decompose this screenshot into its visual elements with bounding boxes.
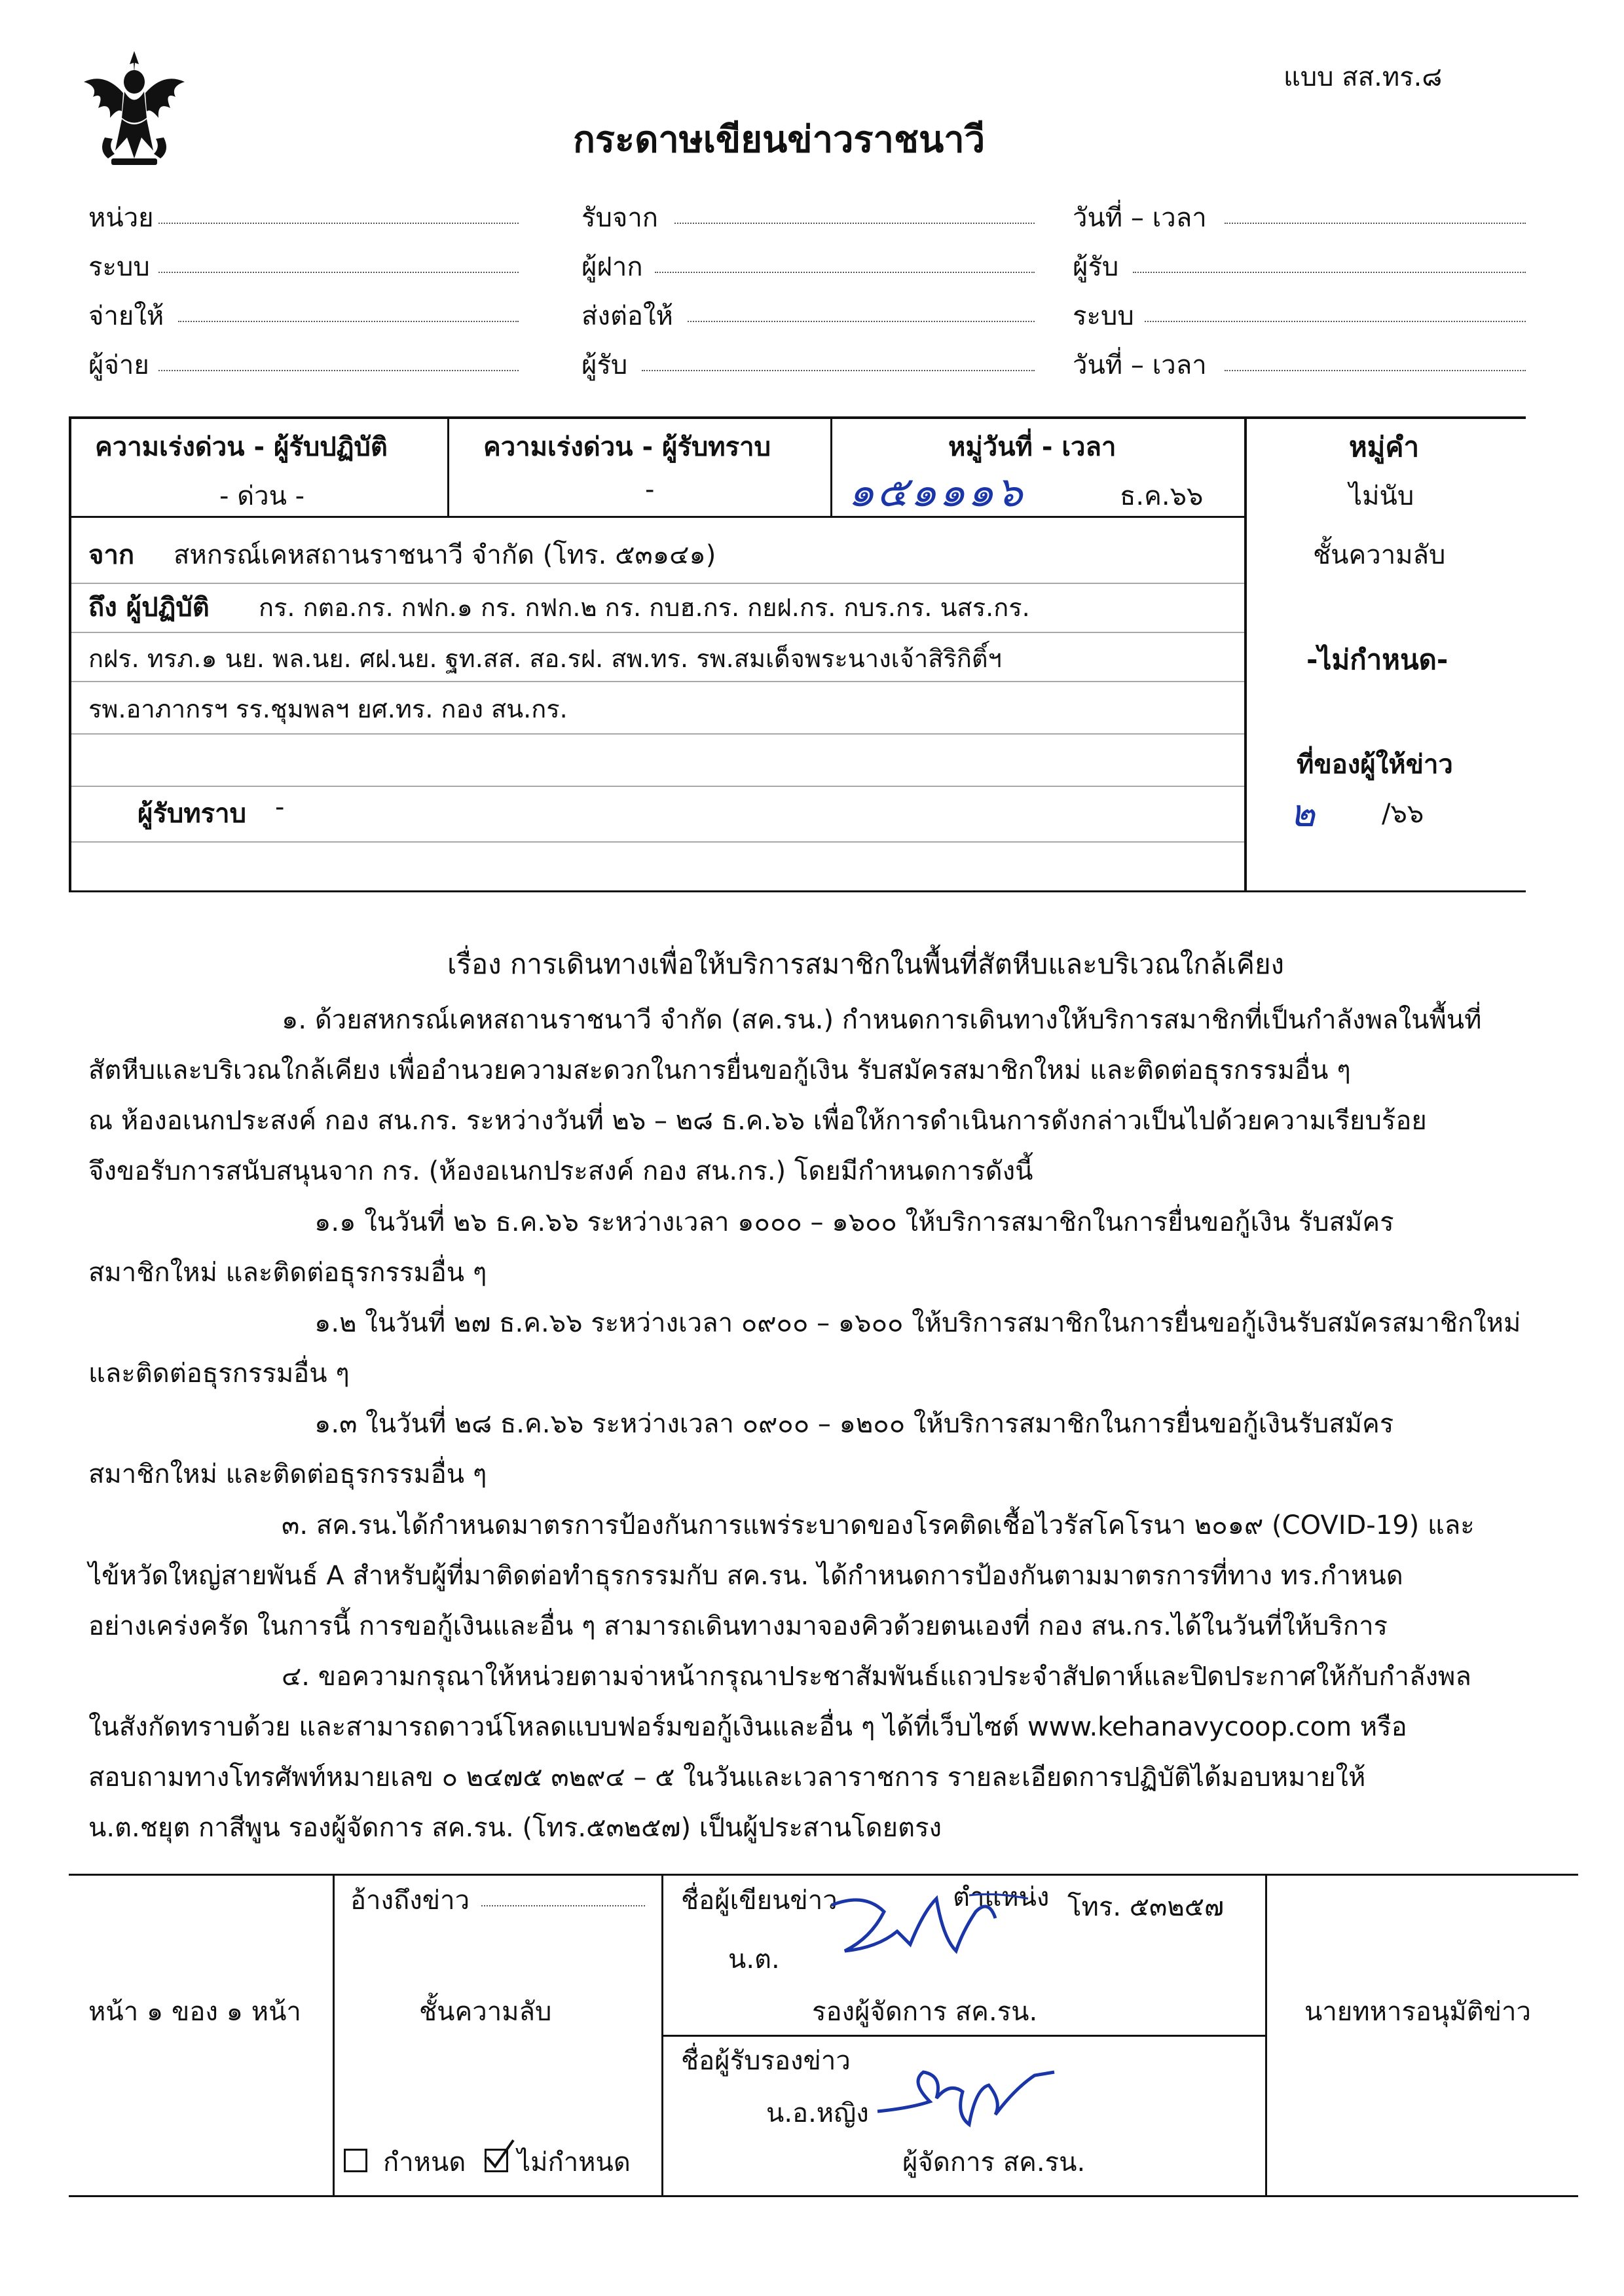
field-received-from-line[interactable] [674,223,1035,224]
to-line-2: กฝร. ทรภ.๑ นย. พล.นย. ศฝ.นย. ฐท.สส. สอ.รฝ. สพ.ทร. รพ.สมเด็จพระนางเจ้าสิริกิติ์ฯ [88,644,1002,673]
field-system2-line[interactable] [1145,321,1526,322]
field-payer-label: ผู้จ่าย [88,350,149,380]
field-pay-to-label: จ่ายให้ [88,301,164,331]
body-line: ๑.๓ ในวันที่ ๒๘ ธ.ค.๖๖ ระหว่างเวลา ๐๙๐๐ – ๑๒๐๐ ให้บริการสมาชิกในการยื่นขอกู้เงินรับสมัคร [314,1409,1394,1439]
body-line: น.ต.ชยุต กาสีพูน รองผู้จัดการ สค.รน. (โทร.๕๓๒๕๗) เป็นผู้ประสานโดยตรง [88,1813,942,1843]
field-unit-line[interactable] [158,223,519,224]
sender-no-handwritten: ๒ [1290,791,1316,835]
to-line-3: รพ.อาภากรฯ รร.ชุมพลฯ ยศ.ทร. กอง สน.กร. [88,695,568,723]
certifier-title: ผู้จัดการ สค.รน. [902,2147,1086,2178]
body-line: สัตหีบและบริเวณใกล้เคียง เพื่ออำนวยความสะดวกในการยื่นขอกู้เงิน รับสมัครสมาชิกใหม่ และติดต่อธุรกรรมอื่น ๆ [88,1055,1351,1085]
urgency-action-value: - ด่วน - [219,481,305,511]
body-line: สมาชิกใหม่ และติดต่อธุรกรรมอื่น ๆ [88,1258,487,1288]
checkbox-defined[interactable] [344,2149,367,2172]
sender-no-label: ที่ของผู้ให้ข่าว [1297,750,1453,780]
body-line: ๔. ขอความกรุณาให้หน่วยตามจ่าหน้ากรุณาประชาสัมพันธ์แถวประจำสัปดาห์และปิดประกาศให้กับกำลังพล [282,1662,1471,1692]
field-datetime2-line[interactable] [1225,370,1526,371]
word-group-value: ไม่นับ [1349,481,1414,511]
urgency-info-value: - [645,475,655,505]
to-label: ถึง ผู้ปฏิบัติ [88,592,210,623]
field-receiver2-label: ผู้รับ [1073,252,1119,282]
reference-label: อ้างถึงข่าว [350,1886,470,1916]
to-line-1: กร. กตอ.กร. กฟก.๑ กร. กฟก.๒ กร. กบฮ.กร. กยฝ.กร. กบร.กร. นสร.กร. [259,593,1030,622]
field-datetime2-label: วันที่ – เวลา [1073,350,1207,380]
field-datetime-label: วันที่ – เวลา [1073,203,1207,233]
field-pay-to-line[interactable] [178,321,519,322]
urgency-action-label: ความเร่งด่วน - ผู้รับปฏิบัติ [95,432,388,462]
body-line: ๑. ด้วยสหกรณ์เคหสถานราชนาวี จำกัด (สค.รน.) กำหนดการเดินทางให้บริการสมาชิกที่เป็นกำลังพลในพื้นที่ [282,1005,1482,1035]
body-line: อย่างเคร่งครัด ในการนี้ การขอกู้เงินและอื่น ๆ สามารถเดินทางมาจองคิวด้วยตนเองที่ กอง สน.กร.ได้ในวันที่ให้บริการ [88,1611,1388,1641]
body-line: ๑.๑ ในวันที่ ๒๖ ธ.ค.๖๖ ระหว่างเวลา ๑๐๐๐ – ๑๖๐๐ ให้บริการสมาชิกในการยื่นขอกู้เงิน รับสมัคร [314,1207,1394,1237]
info-label: ผู้รับทราบ [138,799,247,829]
body-line: ณ ห้องอเนกประสงค์ กอง สน.กร. ระหว่างวันที่ ๒๖ – ๒๘ ธ.ค.๖๖ เพื่อให้การดำเนินการดังกล่าวเป็นไปด้วยความเรียบร้อย [88,1106,1427,1136]
field-received-from-label: รับจาก [581,203,658,233]
field-receiver2-line[interactable] [1133,272,1526,273]
writer-signature [825,1886,1035,1971]
dtg-handwritten: ๑๕๑๑๑๖ [848,468,1025,517]
classification-label: ชั้นความลับ [1313,540,1446,570]
page-title: กระดาษเขียนข่าวราชนาวี [573,118,986,161]
from-value: สหกรณ์เคหสถานราชนาวี จำกัด (โทร. ๕๓๑๔๑) [174,540,716,570]
approver-label: นายทหารอนุมัติข่าว [1304,1997,1531,2027]
field-depositor-line[interactable] [655,272,1035,273]
body-line: ๑.๒ ในวันที่ ๒๗ ธ.ค.๖๖ ระหว่างเวลา ๐๙๐๐ – ๑๖๐๐ ให้บริการสมาชิกในการยื่นขอกู้เงินรับสมัครสมาชิกใหม่ [314,1308,1521,1338]
checkbox-defined-label: กำหนด [383,2147,466,2178]
body-line: ๓. สค.รน.ได้กำหนดมาตรการป้องกันการแพร่ระบาดของโรคติดเชื้อไวรัสโคโรนา ๒๐๑๙ (COVID-19) และ [282,1510,1475,1540]
field-unit-label: หน่วย [88,203,154,233]
dtg-suffix: ธ.ค.๖๖ [1120,481,1204,511]
writer-phone: โทร. ๕๓๒๕๗ [1067,1892,1225,1922]
certifier-label: ชื่อผู้รับรองข่าว [681,2046,851,2076]
body-line: สมาชิกใหม่ และติดต่อธุรกรรมอื่น ๆ [88,1459,487,1489]
reference-line[interactable] [481,1905,645,1906]
checkmark-icon [483,2138,516,2170]
word-group-label: หมู่คำ [1349,431,1420,463]
field-depositor-label: ผู้ฝาก [581,252,643,282]
field-system-line[interactable] [158,272,519,273]
body-line: และติดต่อธุรกรรมอื่น ๆ [88,1358,350,1389]
field-payer-line[interactable] [158,370,519,371]
classification-value: -ไม่กำหนด- [1306,644,1449,676]
checkbox-undefined[interactable] [485,2149,508,2172]
certifier-rank: น.อ.หญิง [766,2098,869,2128]
position-label: ตำแหน่ง [953,1882,1050,1912]
body-line: ไข้หวัดใหญ่สายพันธ์ A สำหรับผู้ที่มาติดต่อทำธุรกรรมกับ สค.รน. ได้กำหนดการป้องกันตามมาตรการที่ทาง ทร.กำหนด [88,1561,1403,1591]
field-system2-label: ระบบ [1073,301,1134,331]
footer-classification-label: ชั้นความลับ [419,1997,552,2027]
writer-title: รองผู้จัดการ สค.รน. [812,1997,1038,2027]
body-line: ในสังกัดทราบด้วย และสามารถดาวน์โหลดแบบฟอร์มขอกู้เงินและอื่น ๆ ได้ที่เว็บไซต์ www.kehanavycoop.com หรือ [88,1712,1407,1742]
field-datetime-line[interactable] [1225,223,1526,224]
field-forward-to-line[interactable] [688,321,1035,322]
subject-line: เรื่อง การเดินทางเพื่อให้บริการสมาชิกในพื้นที่สัตหีบและบริเวณใกล้เคียง [447,948,1285,980]
field-receiver-line[interactable] [642,370,1035,371]
writer-rank: น.ต. [728,1944,780,1975]
form-code: แบบ สส.ทร.๘ [1283,62,1443,92]
body-line: จึงขอรับการสนับสนุนจาก กร. (ห้องอเนกประสงค์ กอง สน.กร.) โดยมีกำหนดการดังนี้ [88,1156,1033,1186]
garuda-emblem-icon [79,46,190,170]
field-system-label: ระบบ [88,252,150,282]
certifier-signature [871,2062,1061,2134]
sender-no-suffix: /๖๖ [1382,799,1424,829]
body-line: สอบถามทางโทรศัพท์หมายเลข ๐ ๒๔๗๕ ๓๒๙๔ – ๕ ในวันและเวลาราชการ รายละเอียดการปฏิบัติได้มอบหมายให้ [88,1762,1366,1793]
page-count: หน้า ๑ ของ ๑ หน้า [88,1997,301,2027]
checkbox-undefined-label: ไม่กำหนด [517,2147,631,2178]
dtg-label: หมู่วันที่ - เวลา [948,432,1116,462]
writer-label: ชื่อผู้เขียนข่าว [681,1886,838,1916]
urgency-info-label: ความเร่งด่วน - ผู้รับทราบ [483,432,771,462]
field-forward-to-label: ส่งต่อให้ [581,301,673,331]
from-label: จาก [88,540,135,570]
field-receiver-label: ผู้รับ [581,350,628,380]
info-value: - [275,792,285,822]
